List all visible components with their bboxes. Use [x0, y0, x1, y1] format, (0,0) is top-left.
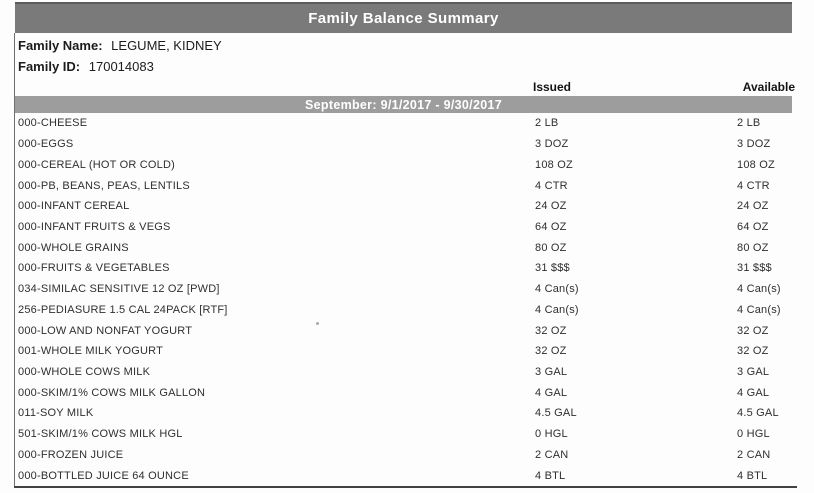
item-name: 000-FRUITS & VEGETABLES: [18, 262, 170, 275]
table-row: [15, 113, 797, 134]
item-name: 000-PB, BEANS, PEAS, LENTILS: [18, 179, 190, 192]
item-name: 000-CEREAL (HOT OR COLD): [18, 158, 176, 171]
available-value: 4 Can(s): [737, 283, 781, 296]
table-row: [15, 217, 797, 238]
issued-value: 24 OZ: [535, 200, 567, 213]
table-row: [15, 362, 797, 383]
table-row: [15, 279, 797, 300]
table-row: [15, 175, 797, 196]
family-id-value: 170014083: [88, 59, 154, 74]
issued-value: 2 CAN: [535, 448, 569, 461]
available-value: 32 OZ: [737, 345, 769, 358]
page-title: Family Balance Summary: [308, 10, 499, 27]
period-bar: [15, 96, 792, 113]
issued-value: 80 OZ: [535, 241, 567, 254]
table-row: [15, 237, 797, 258]
item-name: 501-SKIM/1% COWS MILK HGL: [18, 428, 183, 441]
family-id-line: [18, 59, 154, 74]
available-value: 32 OZ: [737, 324, 769, 337]
issued-value: 4.5 GAL: [535, 407, 577, 420]
table-row: [15, 403, 797, 424]
issued-value: 108 OZ: [535, 158, 573, 171]
table-row: [15, 154, 797, 175]
item-name: 000-SKIM/1% COWS MILK GALLON: [18, 386, 206, 399]
issued-value: 31 $$$: [535, 262, 570, 275]
issued-value: 3 DOZ: [535, 138, 569, 151]
available-value: 2 LB: [737, 117, 761, 130]
item-name: 000-WHOLE GRAINS: [18, 241, 129, 254]
issued-value: 2 LB: [535, 117, 559, 130]
table-row: [15, 196, 797, 217]
table-row: [15, 382, 797, 403]
available-value: 3 GAL: [737, 365, 770, 378]
scan-speck-artifact: [316, 322, 319, 325]
item-name: 034-SIMILAC SENSITIVE 12 OZ [PWD]: [18, 283, 220, 296]
issued-value: 4 Can(s): [535, 303, 579, 316]
item-name: 000-FROZEN JUICE: [18, 448, 124, 461]
family-name-value: LEGUME, KIDNEY: [111, 38, 222, 53]
item-name: 256-PEDIASURE 1.5 CAL 24PACK [RTF]: [18, 303, 228, 316]
table-row: [15, 320, 797, 341]
item-name: 000-EGGS: [18, 138, 74, 151]
available-value: 4 GAL: [737, 386, 770, 399]
issued-value: 32 OZ: [535, 345, 567, 358]
table-row: [15, 445, 797, 466]
family-name-line: [18, 38, 222, 53]
issued-value: 4 CTR: [535, 179, 568, 192]
table-row: [15, 299, 797, 320]
issued-value: 4 GAL: [535, 386, 568, 399]
table-row: [15, 258, 797, 279]
issued-value: 32 OZ: [535, 324, 567, 337]
item-name: 000-WHOLE COWS MILK: [18, 365, 151, 378]
family-id-label: Family ID:: [18, 59, 81, 74]
issued-value: 64 OZ: [535, 220, 567, 233]
table-row: [15, 465, 797, 486]
available-value: 2 CAN: [737, 448, 771, 461]
available-value: 80 OZ: [737, 241, 769, 254]
period-label: September: 9/1/2017 - 9/30/2017: [305, 97, 502, 112]
available-value: 108 OZ: [737, 158, 775, 171]
column-header-available: Available: [742, 80, 795, 94]
item-name: 001-WHOLE MILK YOGURT: [18, 345, 163, 358]
item-name: 000-INFANT FRUITS & VEGS: [18, 220, 171, 233]
column-header-issued: Issued: [533, 80, 572, 94]
item-name: 011-SOY MILK: [18, 407, 94, 420]
issued-value: 0 HGL: [535, 428, 568, 441]
available-value: 4.5 GAL: [737, 407, 779, 420]
title-bar: [15, 2, 792, 33]
item-name: 000-CHEESE: [18, 117, 88, 130]
family-name-label: Family Name:: [18, 38, 103, 53]
table-row: [15, 424, 797, 445]
table-row: [15, 341, 797, 362]
issued-value: 3 GAL: [535, 365, 568, 378]
issued-value: 4 Can(s): [535, 283, 579, 296]
item-name: 000-BOTTLED JUICE 64 OUNCE: [18, 469, 189, 482]
available-value: 31 $$$: [737, 262, 772, 275]
available-value: 3 DOZ: [737, 138, 771, 151]
table-bottom-border: [14, 486, 797, 488]
item-name: 000-LOW AND NONFAT YOGURT: [18, 324, 193, 337]
table-row: [15, 134, 797, 155]
available-value: 4 Can(s): [737, 303, 781, 316]
issued-value: 4 BTL: [535, 469, 566, 482]
available-value: 4 CTR: [737, 179, 770, 192]
available-value: 0 HGL: [737, 428, 770, 441]
available-value: 4 BTL: [737, 469, 768, 482]
item-name: 000-INFANT CEREAL: [18, 200, 130, 213]
balance-table-body: [15, 113, 797, 486]
available-value: 24 OZ: [737, 200, 769, 213]
available-value: 64 OZ: [737, 220, 769, 233]
